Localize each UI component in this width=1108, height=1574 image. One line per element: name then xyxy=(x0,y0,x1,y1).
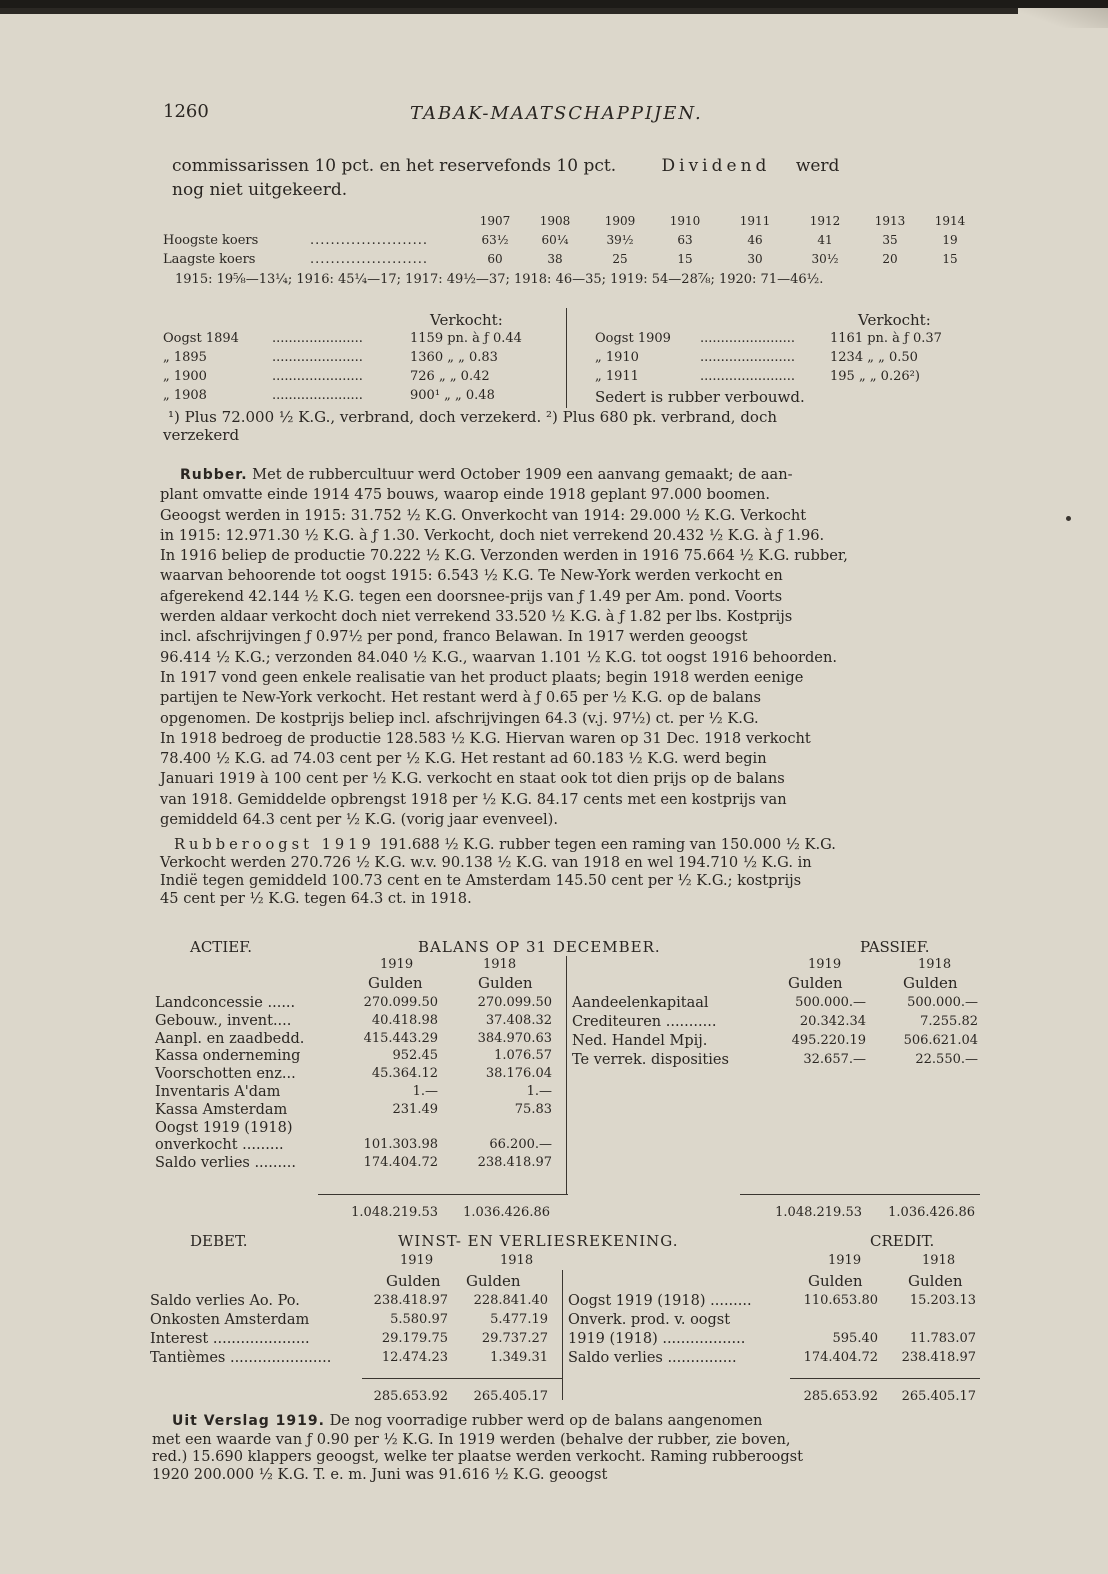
leader-dots: ....................... xyxy=(700,331,796,346)
rubber-line: Januari 1919 à 100 cent per ½ K.G. verkocht en staat ook tot dien prijs op de balans xyxy=(160,770,785,788)
balans-rule-right xyxy=(740,1194,980,1195)
credit-1918: 11.783.07 xyxy=(909,1331,976,1346)
actief-label: Inventaris A'dam xyxy=(155,1084,281,1100)
balans-year-1-right: 1919 xyxy=(808,957,842,972)
passief-1919: 20.342.34 xyxy=(799,1014,866,1029)
actief-1919: 270.099.50 xyxy=(363,995,438,1010)
actief-1919: 40.418.98 xyxy=(371,1012,438,1028)
leader-dots: ...................... xyxy=(272,388,363,403)
passief-label: Aandeelenkapitaal xyxy=(572,995,709,1011)
hoogste-value: 46 xyxy=(747,233,763,247)
balans-unit-2: Gulden xyxy=(478,974,533,992)
passief-1919: 495.220.19 xyxy=(791,1033,866,1048)
verkocht-right-label: Oogst 1909 xyxy=(595,331,671,346)
scanned-page xyxy=(0,8,1108,1574)
actief-label: Kassa onderneming xyxy=(155,1048,301,1065)
koers-year: 1907 xyxy=(479,214,511,228)
balans-unit-3: Gulden xyxy=(788,974,843,992)
credit-1919: 595.40 xyxy=(832,1331,878,1346)
koers-year: 1913 xyxy=(874,214,906,228)
debet-1918: 5.477.19 xyxy=(490,1312,548,1327)
credit-label: 1919 (1918) .................. xyxy=(568,1331,746,1347)
hoogste-label: Hoogste koers xyxy=(163,233,259,248)
passief-1919: 500.000.— xyxy=(795,995,866,1010)
rubberoogst-line: 191.688 ½ K.G. rubber tegen een raming van 150.000 ½ K.G. xyxy=(379,836,836,853)
actief-1918: 66.200.— xyxy=(489,1137,552,1153)
laagste-label: Laagste koers xyxy=(163,252,256,267)
koers-year: 1912 xyxy=(809,214,841,228)
koers-year: 1914 xyxy=(934,214,966,228)
actief-label: Aanpl. en zaadbedd. xyxy=(155,1030,305,1047)
passief-1918: 7.255.82 xyxy=(920,1014,978,1029)
credit-label: Saldo verlies ............... xyxy=(568,1350,737,1366)
koers-later: 1915: 19⅝—13¼; 1916: 45¼—17; 1917: 49½—37; 1918: 46—35; 1919: 54—28⅞; 1920: 71—46½. xyxy=(175,272,824,287)
passief-1918: 506.621.04 xyxy=(903,1033,978,1048)
actief-1918: 270.099.50 xyxy=(477,995,552,1010)
leader-dots: ...................... xyxy=(272,331,363,346)
rubber-heading: Rubber. xyxy=(180,467,248,483)
winst-unit-1: Gulden xyxy=(386,1272,441,1290)
credit-label: CREDIT. xyxy=(870,1232,935,1250)
rubber-line: werden aldaar verkocht doch niet verrekend 33.520 ½ K.G. à ƒ 1.82 per lbs. Kostprijs xyxy=(160,608,793,626)
rubber-line: waarvan behoorende tot oogst 1915: 6.543 ½ K.G. Te New-York werden verkocht en xyxy=(160,567,783,585)
sedert-line: Sedert is rubber verbouwd. xyxy=(595,388,805,406)
winst-unit-4: Gulden xyxy=(908,1272,963,1290)
koers-year: 1910 xyxy=(669,214,701,228)
rubber-line: plant omvatte einde 1914 475 bouws, waarop einde 1918 geplant 97.000 boomen. xyxy=(160,486,771,504)
actief-label: Saldo verlies ......... xyxy=(155,1155,296,1172)
koers-year: 1911 xyxy=(739,214,771,228)
verkocht-right-value: 1234 „ „ 0.50 xyxy=(830,350,918,365)
rubberoogst-line: Indië tegen gemiddeld 100.73 cent en te Amsterdam 145.50 cent per ½ K.G.; kostprijs xyxy=(160,872,802,889)
rubber-line: afgerekend 42.144 ½ K.G. tegen een doorsnee-prijs van ƒ 1.49 per Am. pond. Voorts xyxy=(160,587,783,605)
hoogste-value: 35 xyxy=(882,233,898,247)
rubber-line: Met de rubbercultuur werd October 1909 een aanvang gemaakt; de aan- xyxy=(252,466,793,483)
koers-year: 1908 xyxy=(539,214,571,228)
hoogste-value: 41 xyxy=(817,233,833,247)
verkocht-left-value: 1360 „ „ 0.83 xyxy=(410,350,498,365)
actief-label: ACTIEF. xyxy=(190,938,253,956)
rubber-line: van 1918. Gemiddelde opbrengst 1918 per ½ K.G. 84.17 cents met een kostprijs van xyxy=(160,790,787,808)
leader-dots: ....................... xyxy=(310,252,429,267)
actief-1919: 45.364.12 xyxy=(371,1066,438,1082)
balans-title: BALANS OP 31 DECEMBER. xyxy=(418,938,661,956)
actief-label: onverkocht ......... xyxy=(155,1137,284,1154)
actief-1919: 952.45 xyxy=(392,1048,438,1064)
credit-label: Oogst 1919 (1918) ......... xyxy=(568,1293,752,1309)
laagste-value: 60 xyxy=(487,252,503,266)
verkocht-right-label: „ 1910 xyxy=(595,350,639,365)
ink-spot xyxy=(1066,516,1071,521)
verkocht-left-value: 726 „ „ 0.42 xyxy=(410,369,490,384)
winst-title: WINST- EN VERLIESREKENING. xyxy=(398,1232,679,1250)
rubber-line: In 1918 bedroeg de productie 128.583 ½ K.G. Hiervan waren op 31 Dec. 1918 verkocht xyxy=(160,729,811,747)
actief-1918: 384.970.63 xyxy=(477,1030,552,1046)
winst-year-2: 1918 xyxy=(500,1253,534,1268)
actief-1919: 1.— xyxy=(412,1084,438,1099)
debet-1919: 29.179.75 xyxy=(381,1331,448,1346)
page-corner xyxy=(1018,8,1108,28)
passief-1918: 22.550.— xyxy=(915,1052,978,1067)
hoogste-value: 39½ xyxy=(606,233,634,247)
verkocht-footnote-2: verzekerd xyxy=(163,426,240,444)
actief-1918: 75.83 xyxy=(514,1101,552,1117)
verkocht-left-label: „ 1900 xyxy=(163,369,207,384)
passief-label: Crediteuren ........... xyxy=(572,1014,717,1030)
debet-1918: 1.349.31 xyxy=(490,1350,548,1365)
rubber-line: 78.400 ½ K.G. ad 74.03 cent per ½ K.G. Het restant ad 60.183 ½ K.G. werd begin xyxy=(160,750,767,768)
leader-dots: ....................... xyxy=(700,350,796,365)
rubber-line: In 1916 beliep de productie 70.222 ½ K.G. Verzonden werden in 1916 75.664 ½ K.G. rubber, xyxy=(160,547,848,565)
winst-year-1: 1919 xyxy=(400,1253,434,1268)
balans-total-2-right: 1.036.426.86 xyxy=(888,1205,975,1220)
actief-label: Oogst 1919 (1918) xyxy=(155,1119,293,1136)
verkocht-left-label: „ 1895 xyxy=(163,350,207,365)
debet-1918: 29.737.27 xyxy=(481,1331,548,1346)
verkocht-header-right: Verkocht: xyxy=(858,311,931,329)
passief-label: Ned. Handel Mpij. xyxy=(572,1033,708,1049)
credit-1919: 110.653.80 xyxy=(803,1293,878,1308)
winst-year-1-right: 1919 xyxy=(828,1253,862,1268)
verkocht-right-label: „ 1911 xyxy=(595,369,639,384)
debet-label: Interest ..................... xyxy=(150,1331,310,1347)
balans-year-2: 1918 xyxy=(483,957,517,972)
rubberoogst-paragraph xyxy=(160,836,836,908)
debet-1919: 5.580.97 xyxy=(390,1312,448,1327)
leader-dots: ...................... xyxy=(272,350,363,365)
verkocht-divider xyxy=(566,308,567,408)
actief-1918: 38.176.04 xyxy=(485,1066,552,1082)
rubber-line: opgenomen. De kostprijs beliep incl. afschrijvingen 64.3 (v.j. 97½) ct. per ½ K.G. xyxy=(160,709,759,727)
credit-1919: 174.404.72 xyxy=(803,1350,878,1365)
koers-year: 1909 xyxy=(604,214,636,228)
leader-dots: ...................... xyxy=(272,369,363,384)
balans-rule-left xyxy=(318,1194,568,1195)
debet-1919: 12.474.23 xyxy=(381,1350,448,1365)
winst-total-2: 265.405.17 xyxy=(473,1389,548,1404)
actief-label: Voorschotten enz... xyxy=(155,1066,296,1083)
winst-rule-left xyxy=(362,1378,562,1379)
laagste-value: 30½ xyxy=(811,252,839,266)
actief-1919: 101.303.98 xyxy=(363,1137,438,1153)
winst-total-1-right: 285.653.92 xyxy=(803,1389,878,1404)
passief-label: Te verrek. disposities xyxy=(572,1052,729,1068)
passief-1918: 500.000.— xyxy=(907,995,978,1010)
actief-label: Kassa Amsterdam xyxy=(155,1101,288,1118)
verkocht-footnote-1: ¹) Plus 72.000 ½ K.G., verbrand, doch verzekerd. ²) Plus 680 pk. verbrand, doch xyxy=(168,408,778,426)
winst-year-2-right: 1918 xyxy=(922,1253,956,1268)
intro-line-1 xyxy=(172,158,839,175)
leader-dots: ....................... xyxy=(700,369,796,384)
intro-line-2: nog niet uitgekeerd. xyxy=(172,180,348,200)
verkocht-right-value: 1161 pn. à ƒ 0.37 xyxy=(830,331,942,346)
rubber-line: 96.414 ½ K.G.; verzonden 84.040 ½ K.G., waarvan 1.101 ½ K.G. tot oogst 1916 behoorden. xyxy=(160,648,837,666)
laagste-value: 15 xyxy=(677,252,693,266)
rubber-line: gemiddeld 64.3 cent per ½ K.G. (vorig jaar evenveel). xyxy=(160,811,558,829)
debet-label: Tantièmes ...................... xyxy=(150,1350,332,1366)
rubber-line: partijen te New-York verkocht. Het restant werd à ƒ 0.65 per ½ K.G. op de balans xyxy=(160,689,761,707)
dividend-word: Dividend xyxy=(661,156,771,176)
credit-1918: 15.203.13 xyxy=(909,1293,976,1308)
winst-total-2-right: 265.405.17 xyxy=(901,1389,976,1404)
balans-year-2-right: 1918 xyxy=(918,957,952,972)
scan-edge xyxy=(0,8,1108,14)
verslag-line: red.) 15.690 klappers geoogst, welke ter plaatse werden verkocht. Raming rubberoogst xyxy=(152,1448,804,1465)
balans-unit-1: Gulden xyxy=(368,974,423,992)
verkocht-left-label: Oogst 1894 xyxy=(163,331,239,346)
verslag-paragraph xyxy=(152,1412,803,1483)
rubber-paragraph xyxy=(160,465,848,830)
credit-label: Onverk. prod. v. oogst xyxy=(568,1312,731,1328)
hoogste-value: 63 xyxy=(677,233,693,247)
winst-unit-3: Gulden xyxy=(808,1272,863,1290)
verslag-line: met een waarde van ƒ 0.90 per ½ K.G. In 1919 werden (behalve der rubber, zie boven, xyxy=(152,1430,791,1448)
winst-rule-right xyxy=(790,1378,980,1379)
actief-1919: 415.443.29 xyxy=(363,1030,438,1046)
rubber-line: incl. afschrijvingen ƒ 0.97½ per pond, franco Belawan. In 1917 werden geoogst xyxy=(160,628,748,646)
actief-1919: 231.49 xyxy=(392,1101,438,1117)
actief-1919: 174.404.72 xyxy=(363,1155,438,1171)
running-title: TABAK-MAATSCHAPPIJEN. xyxy=(410,103,703,124)
laagste-value: 30 xyxy=(747,252,763,266)
winst-divider xyxy=(562,1270,563,1400)
hoogste-value: 60¼ xyxy=(541,233,569,247)
verslag-heading: Uit Verslag 1919. xyxy=(172,1413,325,1429)
rubber-line: In 1917 vond geen enkele realisatie van het product plaats; begin 1918 werden eenige xyxy=(160,668,804,686)
actief-label: Gebouw., invent.... xyxy=(155,1012,292,1029)
hoogste-value: 19 xyxy=(942,233,958,247)
verslag-line: 1920 200.000 ½ K.G. T. e. m. Juni was 91.616 ½ K.G. geoogst xyxy=(152,1465,608,1483)
verkocht-left-value: 1159 pn. à ƒ 0.44 xyxy=(410,331,522,346)
debet-1918: 228.841.40 xyxy=(473,1293,548,1308)
verkocht-left-label: „ 1908 xyxy=(163,388,207,403)
debet-label: DEBET. xyxy=(190,1232,248,1250)
intro-werd: werd xyxy=(795,156,840,176)
debet-label: Saldo verlies Ao. Po. xyxy=(150,1293,300,1309)
passief-1919: 32.657.— xyxy=(803,1052,866,1067)
intro-text: commissarissen 10 pct. en het reservefonds 10 pct. xyxy=(172,156,617,176)
winst-unit-2: Gulden xyxy=(466,1272,521,1290)
balans-total-2: 1.036.426.86 xyxy=(463,1205,550,1220)
actief-1918: 1.076.57 xyxy=(494,1048,552,1064)
laagste-value: 15 xyxy=(942,252,958,266)
balans-unit-4: Gulden xyxy=(903,974,958,992)
laagste-value: 25 xyxy=(612,252,628,266)
verkocht-left-value: 900¹ „ „ 0.48 xyxy=(410,388,495,403)
actief-1918: 1.— xyxy=(526,1084,552,1099)
hoogste-value: 63½ xyxy=(481,233,509,247)
passief-label: PASSIEF. xyxy=(860,938,930,956)
winst-total-1: 285.653.92 xyxy=(373,1389,448,1404)
leader-dots: ....................... xyxy=(310,233,429,248)
laagste-value: 38 xyxy=(547,252,563,266)
verkocht-header-left: Verkocht: xyxy=(430,311,503,329)
rubberoogst-line: Verkocht werden 270.726 ½ K.G. w.v. 90.138 ½ K.G. van 1918 en wel 194.710 ½ K.G. in xyxy=(160,854,812,871)
debet-1919: 238.418.97 xyxy=(373,1293,448,1308)
rubberoogst-heading: Rubberoogst 1919 xyxy=(174,836,375,853)
verslag-line: De nog voorradige rubber werd op de balans aangenomen xyxy=(329,1412,763,1429)
balans-year-1: 1919 xyxy=(380,957,414,972)
balans-total-1-right: 1.048.219.53 xyxy=(775,1205,862,1220)
actief-label: Landconcessie ...... xyxy=(155,995,296,1011)
laagste-value: 20 xyxy=(882,252,898,266)
verkocht-right-value: 195 „ „ 0.26²) xyxy=(830,369,920,384)
page-number: 1260 xyxy=(163,101,209,122)
debet-label: Onkosten Amsterdam xyxy=(150,1312,310,1328)
actief-1918: 238.418.97 xyxy=(477,1155,552,1171)
balans-total-1: 1.048.219.53 xyxy=(351,1205,438,1220)
actief-1918: 37.408.32 xyxy=(485,1012,552,1028)
rubber-line: Geoogst werden in 1915: 31.752 ½ K.G. Onverkocht van 1914: 29.000 ½ K.G. Verkocht xyxy=(160,506,807,524)
rubber-line: in 1915: 12.971.30 ½ K.G. à ƒ 1.30. Verkocht, doch niet verrekend 20.432 ½ K.G. à ƒ 1.96. xyxy=(160,526,825,544)
balans-divider xyxy=(566,956,567,1194)
rubberoogst-line: 45 cent per ½ K.G. tegen 64.3 ct. in 1918. xyxy=(160,890,472,907)
credit-1918: 238.418.97 xyxy=(901,1350,976,1365)
